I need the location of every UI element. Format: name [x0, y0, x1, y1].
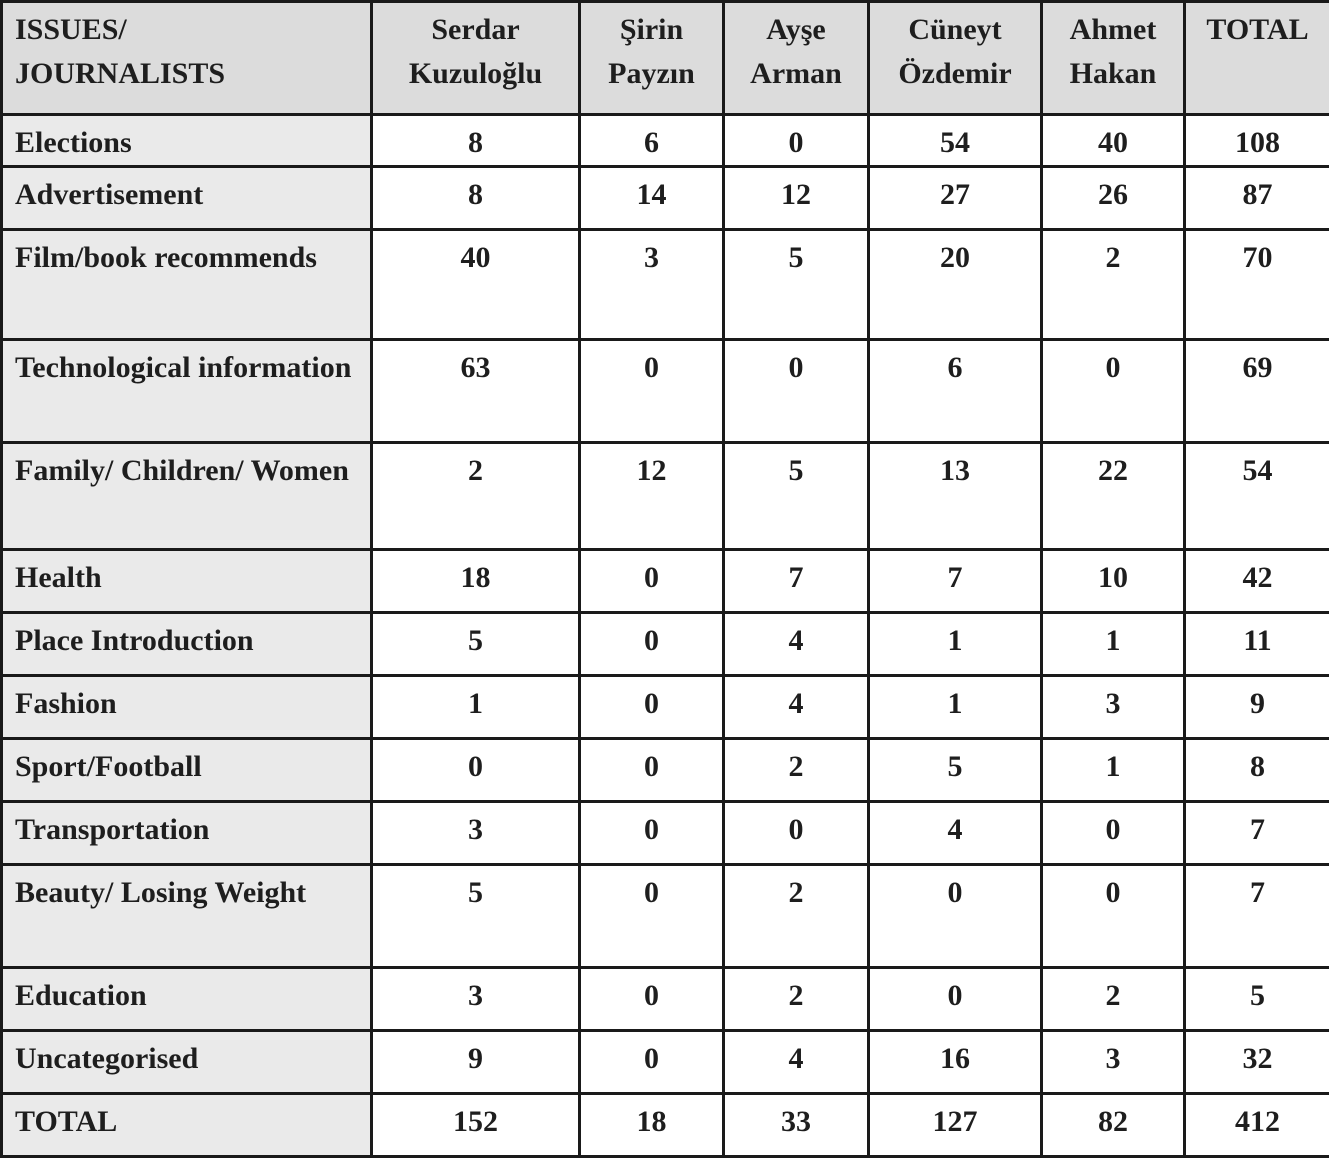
corner-header-line1: ISSUES/: [15, 8, 366, 52]
value-cell: 0: [724, 115, 869, 167]
table-row: [2, 230, 1329, 340]
value-cell: 0: [580, 340, 724, 443]
value-cell: 0: [580, 676, 724, 739]
column-header: Şirin Payzın: [580, 2, 724, 115]
value-cell: 12: [580, 443, 724, 550]
value-cell: 2: [1042, 230, 1185, 340]
corner-header-line2: JOURNALISTS: [15, 52, 366, 96]
value-cell: 4: [724, 1031, 869, 1094]
value-cell: 54: [1185, 443, 1329, 550]
corner-header: [2, 2, 372, 115]
value-cell: 0: [869, 968, 1042, 1031]
header-row: [2, 2, 1329, 115]
row-label: Technological information: [2, 340, 372, 443]
value-cell: 0: [580, 1031, 724, 1094]
row-label: Transportation: [2, 802, 372, 865]
table-row: [2, 167, 1329, 230]
table-row: [2, 676, 1329, 739]
value-cell: 22: [1042, 443, 1185, 550]
value-cell: 18: [580, 1094, 724, 1157]
value-cell: 1: [372, 676, 580, 739]
column-header: Ayşe Arman: [724, 2, 869, 115]
value-cell: 0: [580, 968, 724, 1031]
value-cell: 20: [869, 230, 1042, 340]
value-cell: 3: [1042, 676, 1185, 739]
value-cell: 1: [869, 676, 1042, 739]
table-row: [2, 865, 1329, 968]
value-cell: 2: [1042, 968, 1185, 1031]
value-cell: 9: [372, 1031, 580, 1094]
value-cell: 4: [869, 802, 1042, 865]
value-cell: 2: [724, 968, 869, 1031]
value-cell: 108: [1185, 115, 1329, 167]
value-cell: 33: [724, 1094, 869, 1157]
value-cell: 0: [580, 550, 724, 613]
value-cell: 0: [869, 865, 1042, 968]
value-cell: 5: [372, 865, 580, 968]
value-cell: 0: [580, 739, 724, 802]
table-row: [2, 340, 1329, 443]
value-cell: 0: [580, 865, 724, 968]
value-cell: 2: [724, 865, 869, 968]
value-cell: 0: [724, 340, 869, 443]
value-cell: 14: [580, 167, 724, 230]
value-cell: 16: [869, 1031, 1042, 1094]
value-cell: 69: [1185, 340, 1329, 443]
value-cell: 3: [372, 802, 580, 865]
value-cell: 1: [869, 613, 1042, 676]
table-row: [2, 443, 1329, 550]
value-cell: 2: [372, 443, 580, 550]
value-cell: 3: [1042, 1031, 1185, 1094]
value-cell: 1: [1042, 613, 1185, 676]
value-cell: 0: [580, 802, 724, 865]
row-label: Uncategorised: [2, 1031, 372, 1094]
value-cell: 18: [372, 550, 580, 613]
column-header: Ahmet Hakan: [1042, 2, 1185, 115]
value-cell: 7: [724, 550, 869, 613]
value-cell: 2: [724, 739, 869, 802]
value-cell: 5: [724, 443, 869, 550]
value-cell: 70: [1185, 230, 1329, 340]
value-cell: 4: [724, 676, 869, 739]
value-cell: 412: [1185, 1094, 1329, 1157]
table-row: [2, 802, 1329, 865]
row-label: TOTAL: [2, 1094, 372, 1157]
value-cell: 9: [1185, 676, 1329, 739]
value-cell: 127: [869, 1094, 1042, 1157]
value-cell: 1: [1042, 739, 1185, 802]
table-row: [2, 1031, 1329, 1094]
table-row: [2, 613, 1329, 676]
value-cell: 32: [1185, 1031, 1329, 1094]
value-cell: 13: [869, 443, 1042, 550]
table-row: [2, 550, 1329, 613]
row-label: Film/book recommends: [2, 230, 372, 340]
value-cell: 54: [869, 115, 1042, 167]
value-cell: 7: [1185, 802, 1329, 865]
row-label: Health: [2, 550, 372, 613]
value-cell: 0: [580, 613, 724, 676]
value-cell: 0: [1042, 865, 1185, 968]
column-header: Serdar Kuzuloğlu: [372, 2, 580, 115]
value-cell: 5: [724, 230, 869, 340]
value-cell: 27: [869, 167, 1042, 230]
value-cell: 5: [1185, 968, 1329, 1031]
value-cell: 42: [1185, 550, 1329, 613]
value-cell: 63: [372, 340, 580, 443]
value-cell: 0: [724, 802, 869, 865]
value-cell: 5: [869, 739, 1042, 802]
value-cell: 40: [372, 230, 580, 340]
table-row: [2, 968, 1329, 1031]
value-cell: 7: [869, 550, 1042, 613]
column-header: Cüneyt Özdemir: [869, 2, 1042, 115]
row-label: Education: [2, 968, 372, 1031]
value-cell: 8: [372, 115, 580, 167]
table-row: [2, 115, 1329, 167]
value-cell: 3: [580, 230, 724, 340]
column-header: TOTAL: [1185, 2, 1329, 115]
value-cell: 26: [1042, 167, 1185, 230]
value-cell: 8: [1185, 739, 1329, 802]
value-cell: 0: [1042, 802, 1185, 865]
row-label: Elections: [2, 115, 372, 167]
value-cell: 5: [372, 613, 580, 676]
row-label: Sport/Football: [2, 739, 372, 802]
value-cell: 40: [1042, 115, 1185, 167]
row-label: Family/ Children/ Women: [2, 443, 372, 550]
value-cell: 7: [1185, 865, 1329, 968]
table-row: [2, 739, 1329, 802]
value-cell: 0: [372, 739, 580, 802]
value-cell: 152: [372, 1094, 580, 1157]
value-cell: 11: [1185, 613, 1329, 676]
value-cell: 82: [1042, 1094, 1185, 1157]
row-label: Advertisement: [2, 167, 372, 230]
total-row: [2, 1094, 1329, 1157]
value-cell: 6: [580, 115, 724, 167]
value-cell: 10: [1042, 550, 1185, 613]
row-label: Fashion: [2, 676, 372, 739]
value-cell: 6: [869, 340, 1042, 443]
value-cell: 0: [1042, 340, 1185, 443]
value-cell: 87: [1185, 167, 1329, 230]
value-cell: 8: [372, 167, 580, 230]
row-label: Place Introduction: [2, 613, 372, 676]
value-cell: 12: [724, 167, 869, 230]
value-cell: 4: [724, 613, 869, 676]
row-label: Beauty/ Losing Weight: [2, 865, 372, 968]
value-cell: 3: [372, 968, 580, 1031]
